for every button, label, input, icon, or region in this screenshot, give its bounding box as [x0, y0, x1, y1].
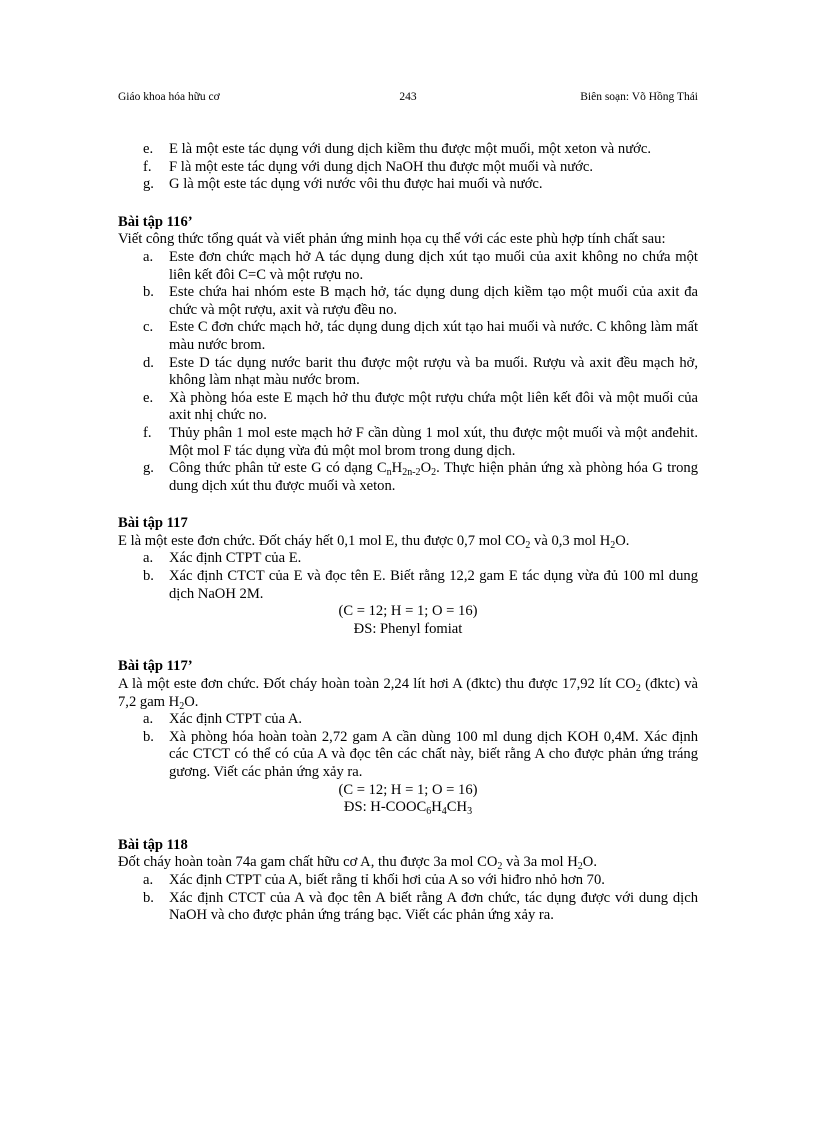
- exercise-title: Bài tập 117: [118, 515, 188, 532]
- header-book-title: Giáo khoa hóa hữu cơ: [118, 91, 220, 103]
- exercise-title: Bài tập 117’: [118, 658, 193, 675]
- page-number: 243: [399, 91, 417, 103]
- list-item: c. Este C đơn chức mạch hở, tác dụng dung dịch xút tạo hai muối và nước. C không làm mất màu nước brom.: [143, 319, 698, 353]
- list-item: a. Xác định CTPT của E.: [143, 550, 302, 567]
- list-item: g. Công thức phân tử este G có dạng $C_nH_{2n-2}O_2$. Thực hiện phản ứng xà phòng hóa G trong dung dịch xút thu được muối và xeton.: [143, 460, 698, 494]
- answer: ĐS: $H-COOC_6H_4CH_3$: [343, 799, 473, 818]
- atomic-masses: (C = 12; H = 1; O = 16): [338, 781, 478, 798]
- list-item: d. Este D tác dụng nước barit thu được một rượu và ba muối. Rượu và axit đều mạch hở, không làm nhạt màu nước brom.: [143, 354, 698, 389]
- exercise-116p: [118, 214, 698, 496]
- exercise-title: Bài tập 118: [118, 836, 188, 853]
- exercise-intro: Đốt cháy hoàn toàn 74a gam chất hữu cơ A, thu được 3a mol $CO_2$ và 3a mol $H_2O$.: [118, 854, 597, 873]
- list-item: g. G là một este tác dụng với nước vôi thu được hai muối và nước.: [143, 176, 543, 193]
- list-item: b. Xà phòng hóa hoàn toàn 2,72 gam A cần dùng 100 ml dung dịch KOH 0,4M. Xác định các CTCT có thể có của A và đọc tên các chất này, biết rằng A cho được phản ứng tráng gương. Viết các phản ứng xảy ra.: [143, 728, 698, 780]
- list-item: f. Thủy phân 1 mol este mạch hở F cần dùng 1 mol xút, thu được một muối và một anđehit. Một mol F tác dụng vừa đủ một mol brom trong dung dịch.: [143, 424, 698, 459]
- exercise-intro: Viết công thức tổng quát và viết phản ứng minh họa cụ thể với các este phù hợp tính chất sau:: [118, 231, 666, 248]
- page-content: [118, 141, 698, 925]
- exercise-118: [118, 837, 698, 925]
- list-item: b. Xác định CTCT của E và đọc tên E. Biết rằng 12,2 gam E tác dụng vừa đủ 100 ml dung dịch NaOH 2M.: [143, 568, 698, 602]
- answer: ĐS: Phenyl fomiat: [353, 620, 463, 637]
- list-item: a. Xác định CTPT của A.: [143, 711, 303, 728]
- header-author: Biên soạn: Võ Hồng Thái: [580, 91, 698, 103]
- exercise-117: [118, 515, 698, 638]
- intro-list: [118, 141, 698, 194]
- exercise-intro: A là một este đơn chức. Đốt cháy hoàn toàn 2,24 lít hơi A (đktc) thu được 17,92 lít $CO_2$ (đktc) và 7,2 gam $H_2O$.: [118, 676, 698, 712]
- exercise-117p: [118, 658, 698, 816]
- list-item: b. Xác định CTCT của A và đọc tên A biết rằng A đơn chức, tác dụng được với dung dịch NaOH và cho được phản ứng tráng bạc. Viết các phản ứng xảy ra.: [143, 889, 698, 924]
- list-item: e. Xà phòng hóa este E mạch hở thu được một rượu chứa một liên kết đôi và một muối của axit nhị chức no.: [143, 389, 698, 424]
- list-item: f. F là một este tác dụng với dung dịch NaOH thu được một muối và nước.: [143, 158, 594, 175]
- atomic-masses: (C = 12; H = 1; O = 16): [338, 603, 478, 620]
- list-item: b. Este chứa hai nhóm este B mạch hở, tác dụng dung dịch kiềm tạo một muối của axit đa chức và một rượu, axit và rượu đều no.: [143, 284, 698, 318]
- list-item: a. Este đơn chức mạch hở A tác dụng dung dịch xút tạo muối của axit không no chứa một liên kết đôi C=C và một rượu no.: [143, 248, 698, 283]
- exercise-intro: E là một este đơn chức. Đốt cháy hết 0,1 mol E, thu được 0,7 mol $CO_2$ và 0,3 mol $H_2O$.: [118, 532, 630, 551]
- page-header: [118, 91, 698, 107]
- exercise-title: Bài tập 116’: [118, 213, 193, 230]
- list-item: e. E là một este tác dụng với dung dịch kiềm thu được một muối, một xeton và nước.: [143, 141, 651, 157]
- list-item: a. Xác định CTPT của A, biết rằng tỉ khối hơi của A so với hiđro nhỏ hơn 70.: [143, 871, 605, 888]
